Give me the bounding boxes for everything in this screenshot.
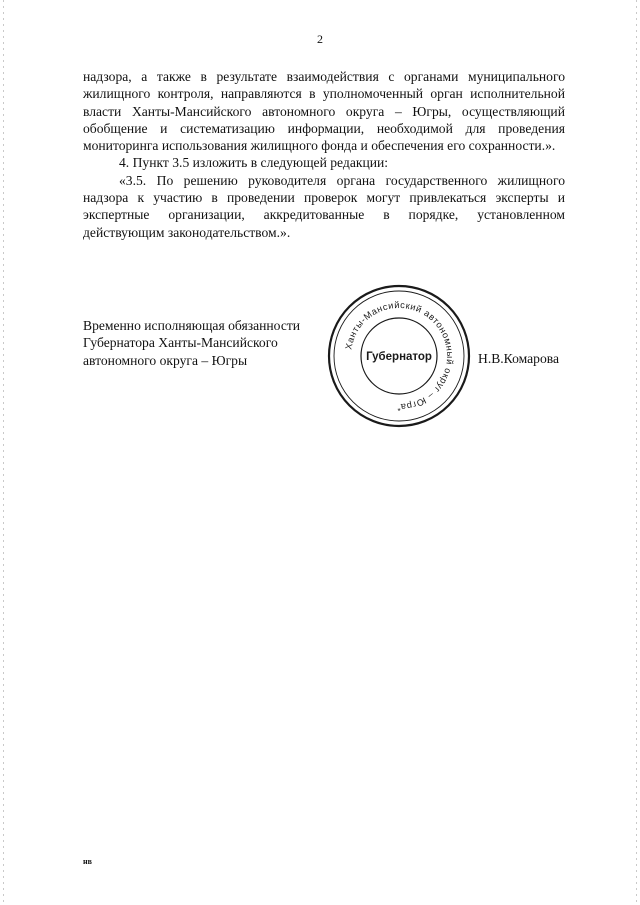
signatory-name: Н.В.Комарова: [478, 351, 560, 366]
seal-star: *: [397, 407, 401, 416]
paragraph-continuation: надзора, а также в результате взаимодействия с органами муниципального жилищного контроля, направляются в уполномоченный орган исполнительной власти Ханты-Мансийского автономного округа – Югры, осуществляющий обобщение и систематизацию информации, необходимой для проведения мониторинга использования жилищного фонда и обеспечения его сохранности.».: [83, 69, 565, 154]
seal-center-text: Губернатор: [366, 351, 432, 363]
scan-edge-left: [3, 0, 4, 905]
seal-ring-textpath: Ханты-Мансийский автономный округ – Югра: [343, 299, 456, 413]
signatory-position-line: автономного округа – Югры: [83, 352, 248, 368]
document-body: [83, 68, 565, 241]
footer-code: нв: [83, 857, 92, 866]
signatory-position: [83, 317, 343, 369]
paragraph-quoted-3-5: «3.5. По решению руководителя органа государственного жилищного надзора к участию в проведении проверок могут привлекаться эксперты и экспертные организации, аккредитованные в порядке, установленном действующим законодательством.».: [83, 172, 565, 240]
page-number: 2: [317, 32, 323, 46]
signatory-position-line: Временно исполняющая обязанности: [83, 318, 301, 333]
signatory-position-line: Губернатора Ханты-Мансийского: [83, 335, 278, 351]
official-seal: [326, 283, 472, 429]
paragraph-item-4: 4. Пункт 3.5 изложить в следующей редакции:: [119, 155, 389, 171]
scan-edge-right: [636, 0, 637, 905]
